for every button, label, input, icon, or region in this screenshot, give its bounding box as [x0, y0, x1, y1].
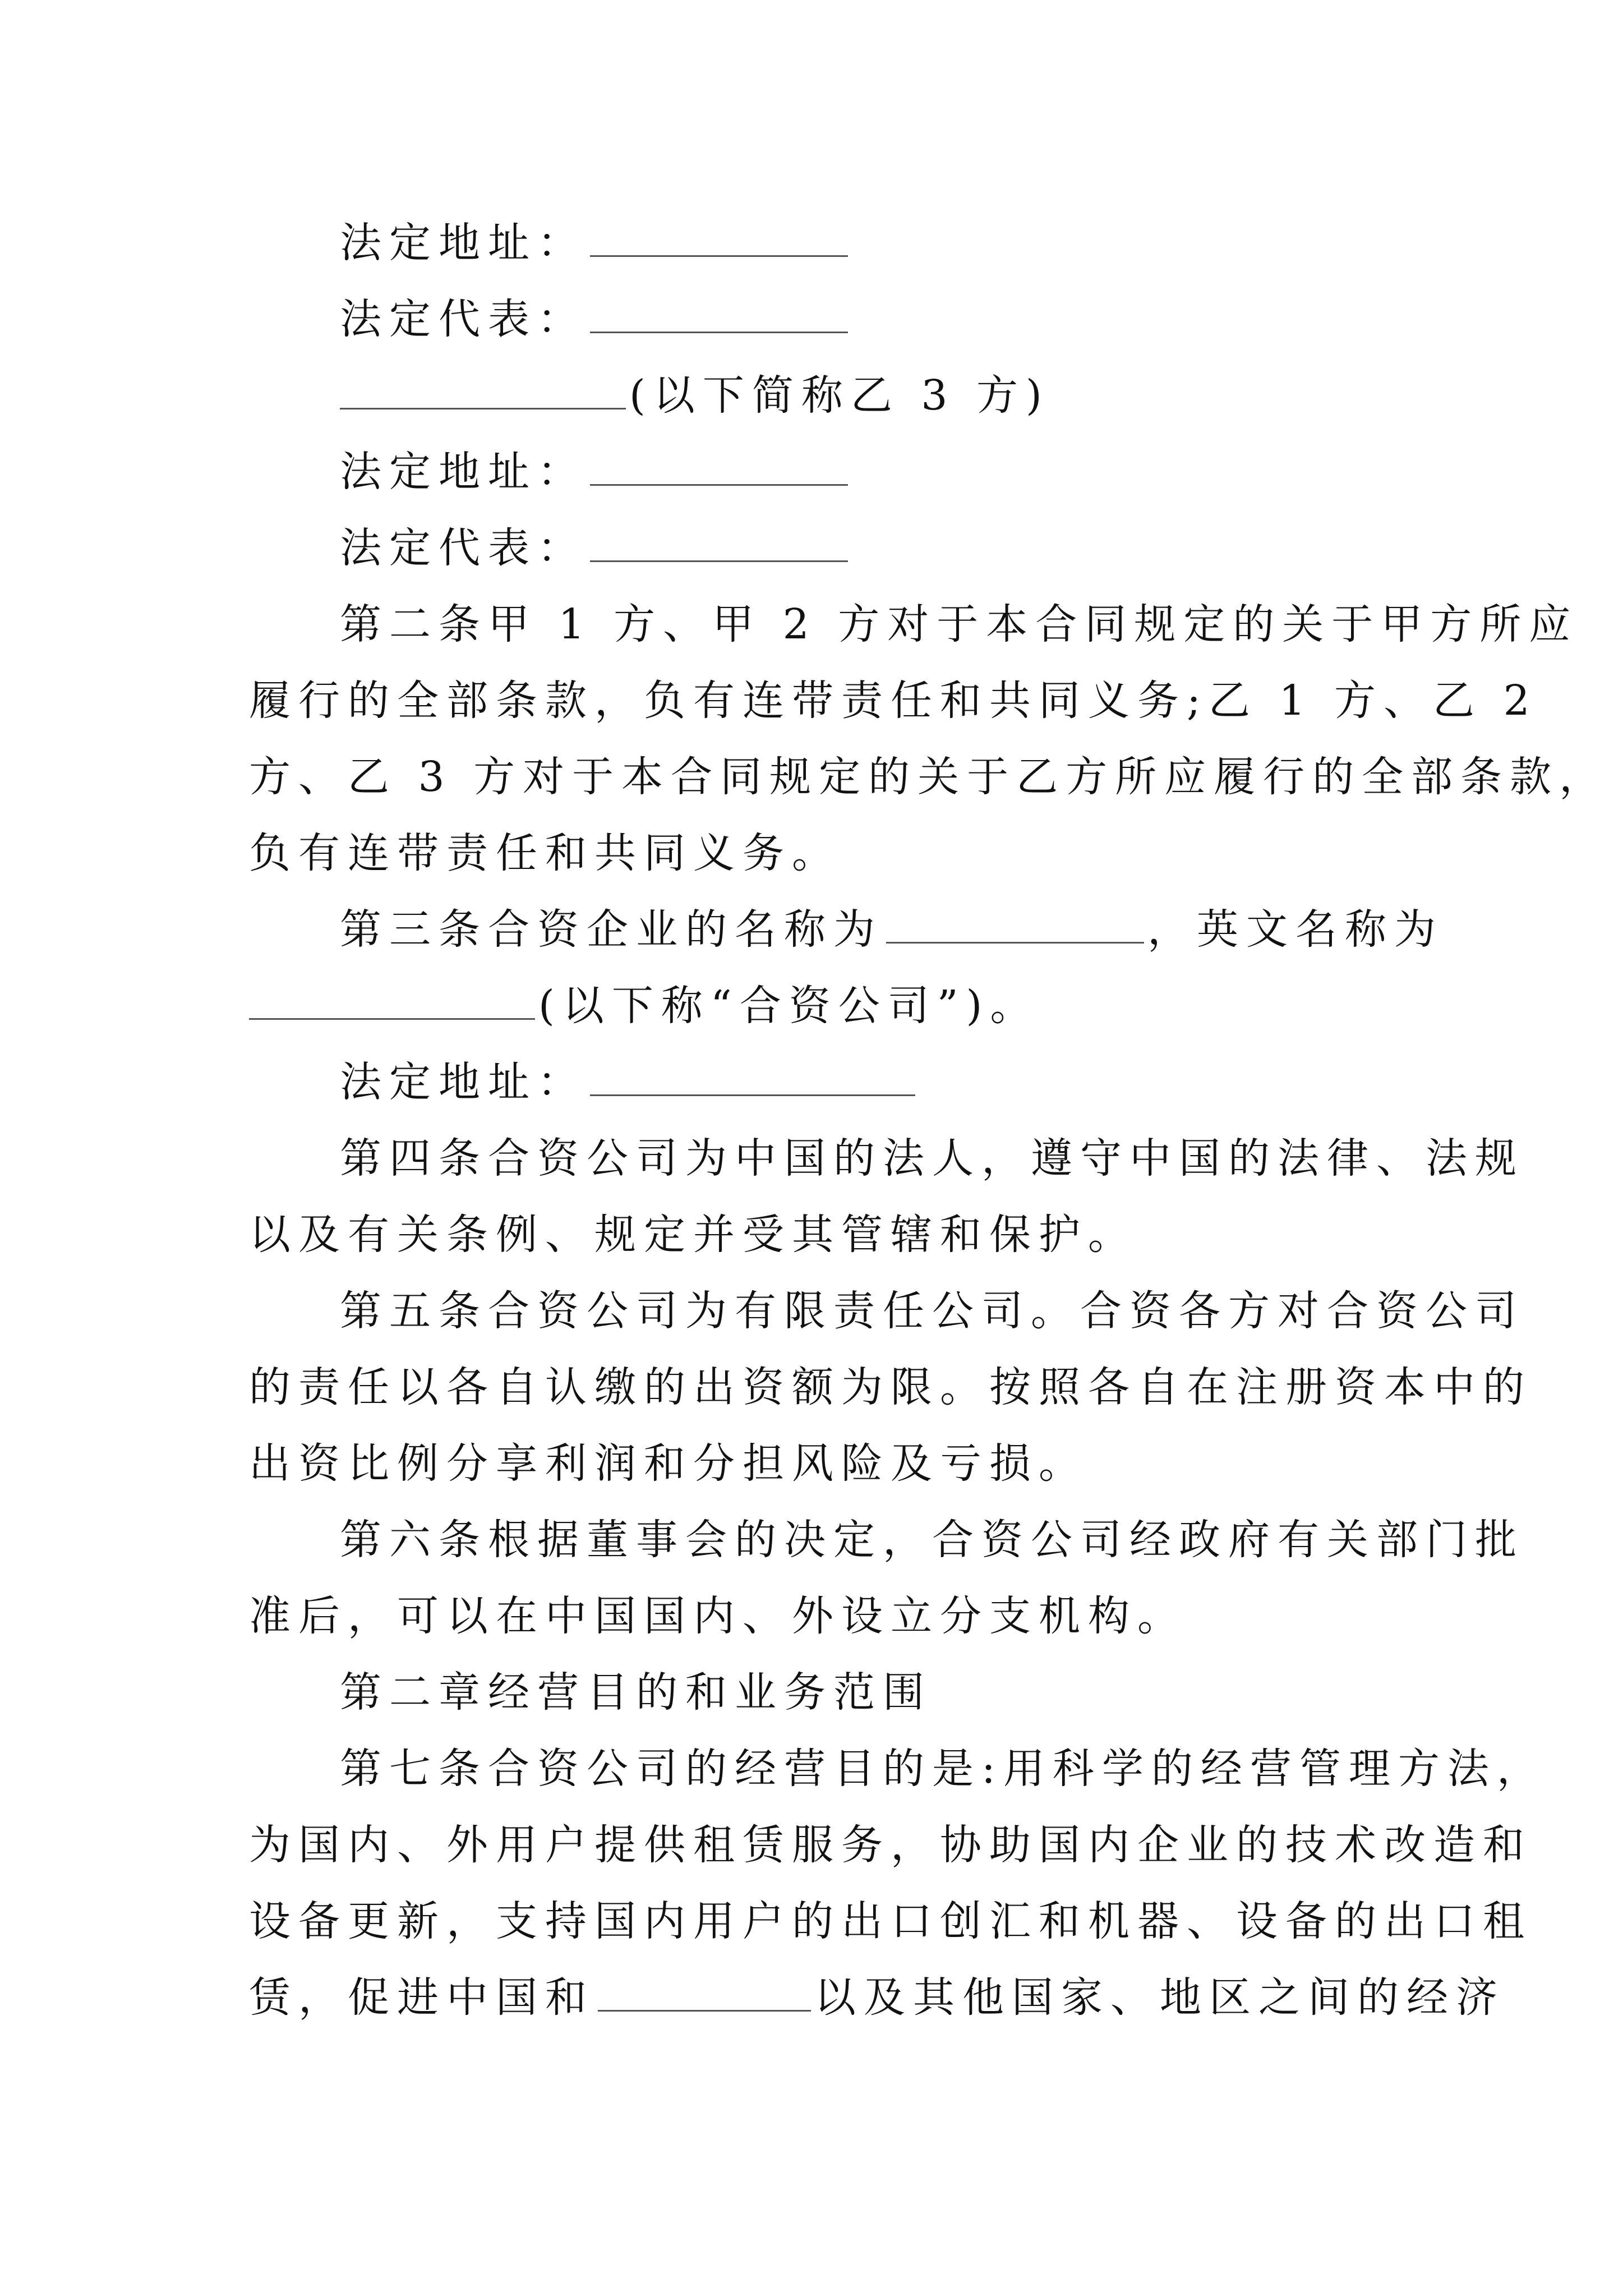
english-name-blank[interactable]: [249, 984, 535, 1020]
article-7-text: 以及其他国家、地区之间的经济: [814, 1973, 1505, 2022]
legal-address-label: 法定地址：: [340, 1058, 587, 1106]
article-7-line: 第七条合资公司的经营目的是:用科学的经营管理方法，: [340, 1745, 1546, 1793]
article-2-line: 方、乙 3 方对于本合同规定的关于乙方所应履行的全部条款，: [249, 753, 1609, 801]
article-3-text: ，英文名称为: [1147, 905, 1444, 954]
article-7-line: [249, 1970, 1505, 2026]
legal-representative-blank[interactable]: [590, 527, 848, 562]
legal-representative-line: [340, 291, 1387, 347]
article-2-line: 负有连带责任和共同义务。: [249, 829, 841, 877]
article-2-line: 第二条甲 1 方、甲 2 方对于本合同规定的关于甲方所应: [340, 600, 1579, 648]
legal-address-blank[interactable]: [590, 1061, 915, 1096]
article-7-line: 设备更新，支持国内用户的出口创汇和机器、设备的出口租: [249, 1897, 1532, 1945]
party-b3-name-blank[interactable]: [340, 374, 626, 409]
article-6-line: 准后，可以在中国国内、外设立分支机构。: [249, 1592, 1187, 1640]
country-blank[interactable]: [598, 1976, 811, 2012]
article-6-line: 第六条根据董事会的决定，合资公司经政府有关部门批: [340, 1516, 1524, 1564]
legal-representative-label: 法定代表：: [340, 524, 587, 572]
legal-address-blank[interactable]: [590, 450, 848, 486]
party-b3-suffix: (以下简称乙 3 方): [629, 371, 1050, 420]
article-3-line: [249, 978, 1387, 1034]
legal-address-line: [340, 215, 1387, 271]
company-name-blank[interactable]: [886, 908, 1144, 944]
article-7-line: 为国内、外用户提供租赁服务，协助国内企业的技术改造和: [249, 1821, 1532, 1869]
article-3-text: 第三条合资企业的名称为: [340, 905, 883, 954]
legal-address-label: 法定地址：: [340, 448, 587, 496]
article-4-line: 以及有关条例、规定并受其管辖和保护。: [249, 1211, 1137, 1259]
article-3-line: [340, 901, 1444, 958]
article-2-line: 履行的全部条款，负有连带责任和共同义务;乙 1 方、乙 2: [249, 677, 1538, 725]
legal-representative-blank[interactable]: [590, 298, 848, 333]
article-3-text: (以下称“合资公司”)。: [538, 982, 1040, 1030]
article-5-line: 出资比例分享利润和分担风险及亏损。: [249, 1439, 1088, 1488]
article-5-line: 的责任以各自认缴的出资额为限。按照各自在注册资本中的: [249, 1363, 1532, 1411]
legal-representative-label: 法定代表：: [340, 295, 587, 343]
legal-address-label: 法定地址：: [340, 219, 587, 267]
article-5-line: 第五条合资公司为有限责任公司。合资各方对合资公司: [340, 1287, 1524, 1335]
legal-address-line: [340, 1054, 1387, 1110]
party-b3-line: [340, 367, 1387, 424]
chapter-2-heading: 第二章经营目的和业务范围: [340, 1668, 932, 1717]
legal-representative-line: [340, 520, 1387, 576]
article-7-text: 赁，促进中国和: [249, 1973, 594, 2022]
legal-address-line: [340, 444, 1387, 500]
article-4-line: 第四条合资公司为中国的法人，遵守中国的法律、法规: [340, 1134, 1524, 1182]
legal-address-blank[interactable]: [590, 222, 848, 257]
